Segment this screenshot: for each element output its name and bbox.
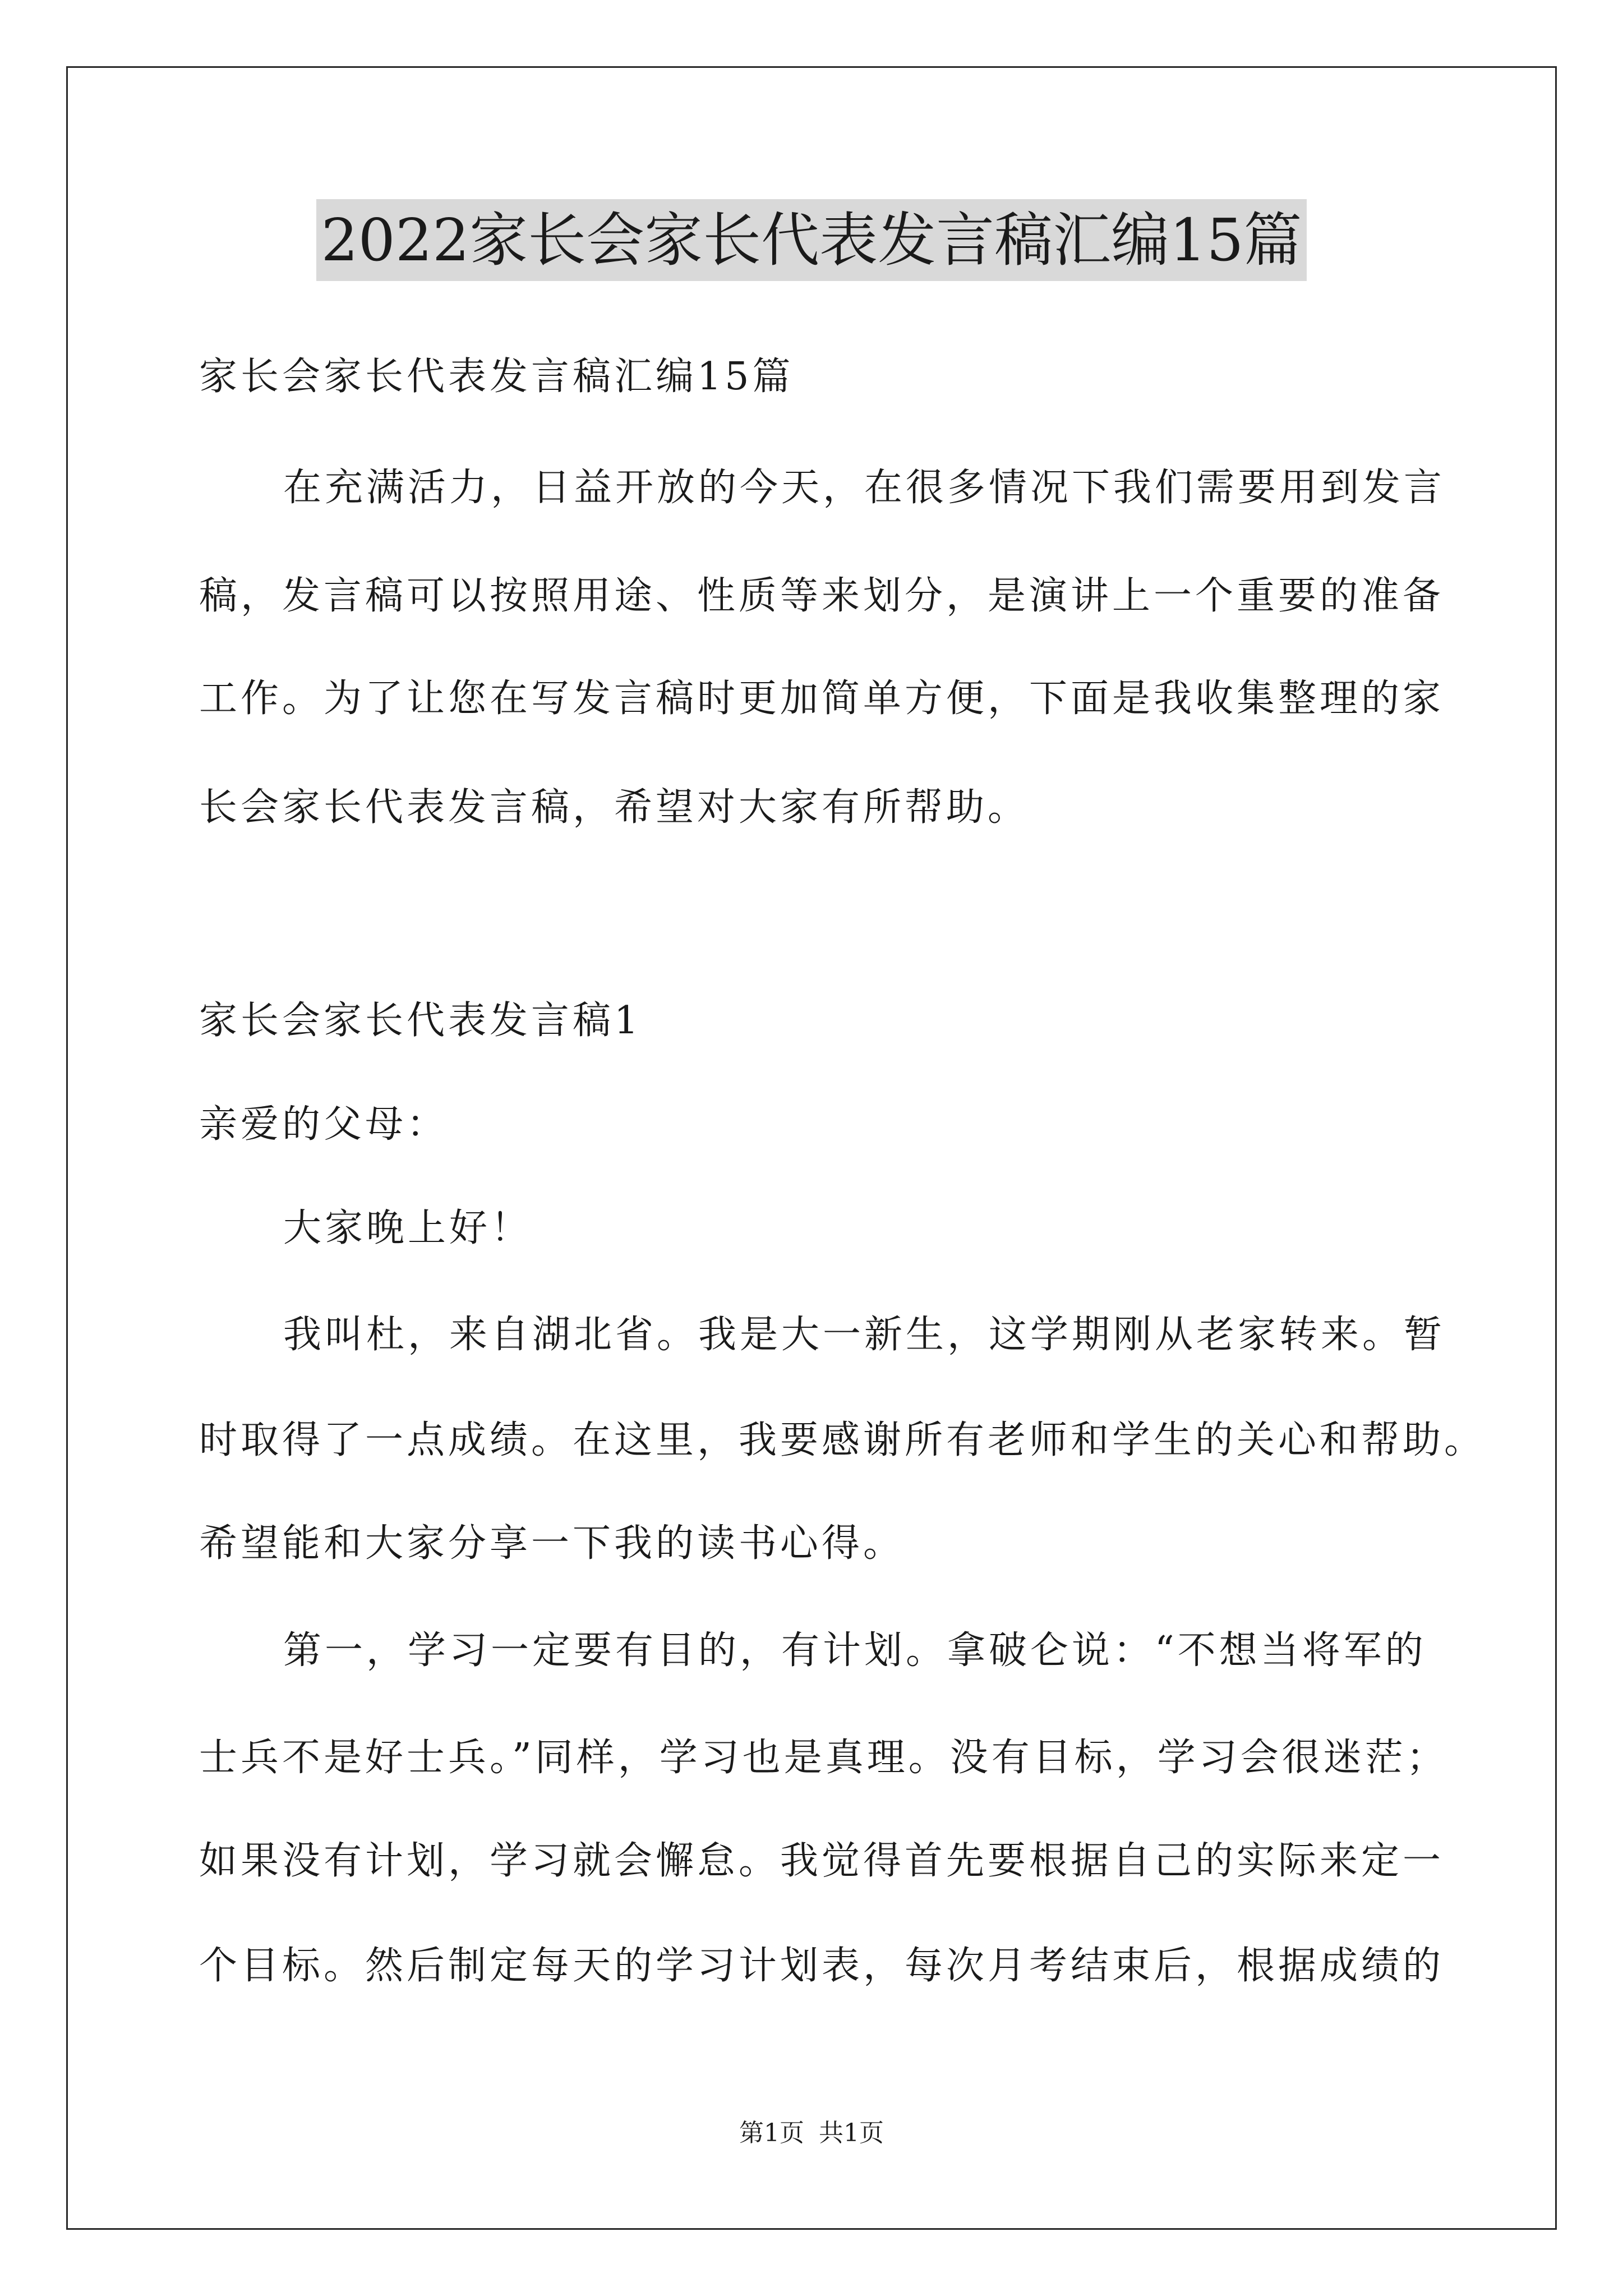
paragraph1-line-2: 时取得了一点成绩。在这里，我要感谢所有老师和学生的关心和帮助。 — [199, 1418, 1486, 1462]
salutation: 亲爱的父母： — [199, 1102, 449, 1147]
document-title: 2022家长会家长代表发言稿汇编15篇 — [316, 199, 1306, 281]
intro-line-2: 稿，发言稿可以按照用途、性质等来划分，是演讲上一个重要的准备 — [199, 574, 1445, 618]
page-total: 共1页 — [819, 2119, 884, 2147]
paragraph2-line-4: 个目标。然后制定每天的学习计划表，每次月考结束后，根据成绩的 — [199, 1944, 1445, 1988]
intro-line-4: 长会家长代表发言稿，希望对大家有所帮助。 — [199, 785, 1030, 830]
section-heading: 家长会家长代表发言稿1 — [199, 999, 642, 1043]
intro-line-3: 工作。为了让您在写发言稿时更加简单方便，下面是我收集整理的家 — [199, 677, 1445, 721]
paragraph2-line-2: 士兵不是好士兵。”同样，学习也是真理。没有目标，学习会很迷茫； — [199, 1736, 1448, 1780]
intro-line-1: 在充满活力，日益开放的今天，在很多情况下我们需要用到发言 — [283, 466, 1446, 510]
paragraph2-line-1: 第一，学习一定要有目的，有计划。拿破仑说：“不想当将军的 — [283, 1628, 1427, 1673]
paragraph1-line-1: 我叫杜，来自湖北省。我是大一新生，这学期刚从老家转来。暂 — [283, 1313, 1446, 1357]
page-number: 第1页 — [739, 2119, 804, 2147]
title-container — [0, 199, 1623, 281]
paragraph1-line-3: 希望能和大家分享一下我的读书心得。 — [199, 1521, 905, 1566]
page-footer — [0, 2118, 1623, 2149]
greeting: 大家晚上好！ — [283, 1206, 533, 1250]
document-subtitle: 家长会家长代表发言稿汇编15篇 — [199, 355, 794, 399]
paragraph2-line-3: 如果没有计划，学习就会懈怠。我觉得首先要根据自己的实际来定一 — [199, 1839, 1445, 1883]
